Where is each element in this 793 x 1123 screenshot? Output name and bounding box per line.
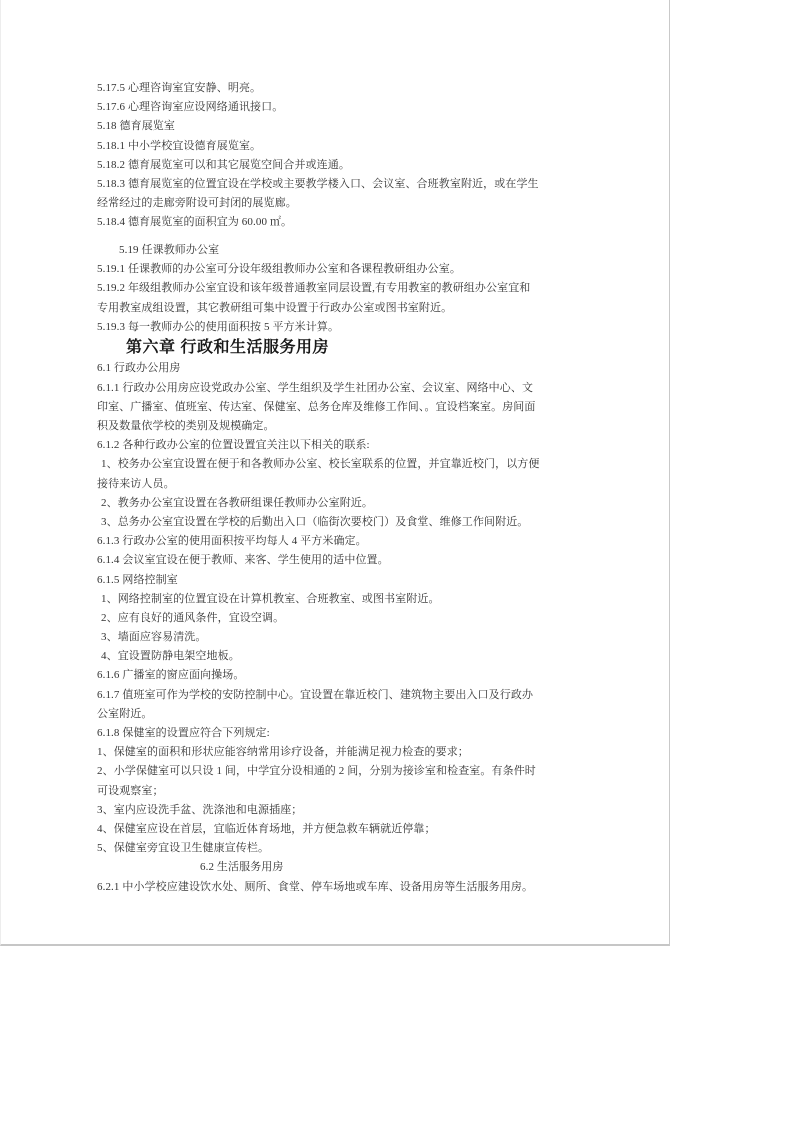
chapter-heading: 第六章 行政和生活服务用房 (126, 338, 329, 356)
text-line: 2、小学保健室可以只设 1 间，中学宜分设相通的 2 间，分别为接诊室和检查室。有条件时 (97, 765, 536, 778)
text-line: 1、校务办公室宜设置在便于和各教师办公室、校长室联系的位置，并宜靠近校门，以方便 (101, 458, 540, 471)
text-line: 5.19 任课教师办公室 (119, 244, 220, 256)
text-line: 经常经过的走廊旁附设可封闭的展览廊。 (97, 197, 297, 210)
text-line: 3、室内应设洗手盆、洗涤池和电源插座； (97, 803, 303, 816)
text-line: 5、保健室旁宜设卫生健康宣传栏。 (97, 842, 270, 855)
text-line: 专用教室成组设置，其它教研组可集中设置于行政办公室或图书室附近。 (97, 301, 453, 314)
text-line: 印室、广播室、值班室、传达室、保健室、总务仓库及维修工作间、。宜设档案室。房间面 (97, 400, 536, 413)
text-line: 公室附近。 (97, 707, 153, 720)
text-line: 5.18.4 德育展览室的面积宜为 60.00 ㎡。 (97, 216, 293, 229)
text-line: 5.18.3 德育展览室的位置宜设在学校或主要教学楼入口、会议室、合班教室附近，或在学生 (97, 177, 539, 190)
text-line: 5.17.6 心理咨询室应设网络通讯接口。 (97, 101, 284, 114)
text-block-top (97, 79, 567, 337)
text-line: 6.1.5 网络控制室 (97, 573, 178, 586)
text-line: 5.19.1 任课教师的办公室可分设年级组教师办公室和各课程教研组办公室。 (97, 263, 461, 276)
text-line: 6.1.4 会议室宜设在便于教师、来客、学生使用的适中位置。 (97, 554, 389, 567)
text-line: 6.1.7 值班室可作为学校的安防控制中心。宜设置在靠近校门、建筑物主要出入口及行政办 (97, 688, 534, 701)
text-line: 5.18.1 中小学校宜设德育展览室。 (97, 139, 262, 152)
text-line: 6.1.6 广播室的窗应面向操场。 (97, 669, 245, 682)
text-line: 5.19.3 每一教师办公的使用面积按 5 平方米计算。 (97, 320, 340, 333)
text-line: 接待来访人员。 (97, 477, 175, 490)
text-line: 1、保健室的面积和形状应能容纳常用诊疗设备，并能满足视力检查的要求； (97, 746, 469, 759)
text-line: 6.2 生活服务用房 (200, 861, 284, 874)
document-text (97, 79, 567, 897)
text-line: 6.1.3 行政办公室的使用面积按平均每人 4 平方米确定。 (97, 535, 367, 548)
text-line: 6.1.1 行政办公用房应设党政办公室、学生组织及学生社团办公室、会议室、网络中心、文 (97, 381, 534, 394)
text-line: 5.18 德育展览室 (97, 120, 175, 133)
text-line: 5.18.2 德育展览室可以和其它展览空间合并或连通。 (97, 158, 350, 171)
text-line: 积及数量依学校的类别及规模确定。 (97, 420, 275, 432)
text-block-bottom (97, 359, 567, 896)
text-line: 4、保健室应设在首层，宜临近体育场地，并方便急救车辆就近停靠； (97, 822, 436, 835)
text-line: 可设观察室； (97, 784, 164, 797)
text-line: 4、宜设置防静电架空地板。 (101, 650, 240, 663)
text-line: 3、墙面应容易清洗。 (101, 631, 207, 644)
text-line: 6.1 行政办公用房 (97, 362, 181, 375)
text-line: 5.19.2 年级组教师办公室宜设和该年级普通教室同层设置,有专用教室的教研组办公室宜和 (97, 282, 531, 295)
text-line: 2、应有良好的通风条件，宜设空调。 (101, 611, 285, 624)
text-line: 1、网络控制室的位置宜设在计算机教室、合班教室、或图书室附近。 (101, 592, 440, 605)
text-line: 2、教务办公室宜设置在各教研组课任教师办公室附近。 (101, 496, 373, 509)
text-line: 3、总务办公室宜设置在学校的后勤出入口（临街次要校门）及食堂、维修工作间附近。 (101, 515, 529, 528)
text-line: 6.1.8 保健室的设置应符合下列规定: (97, 727, 270, 739)
text-line: 6.2.1 中小学校应建设饮水处、厕所、食堂、停车场地或车库、设备用房等生活服务用房。 (97, 880, 534, 893)
text-line: 6.1.2 各种行政办公室的位置设置宜关注以下相关的联系: (97, 439, 370, 452)
text-line: 5.17.5 心理咨询室宜安静、明亮。 (97, 82, 262, 94)
